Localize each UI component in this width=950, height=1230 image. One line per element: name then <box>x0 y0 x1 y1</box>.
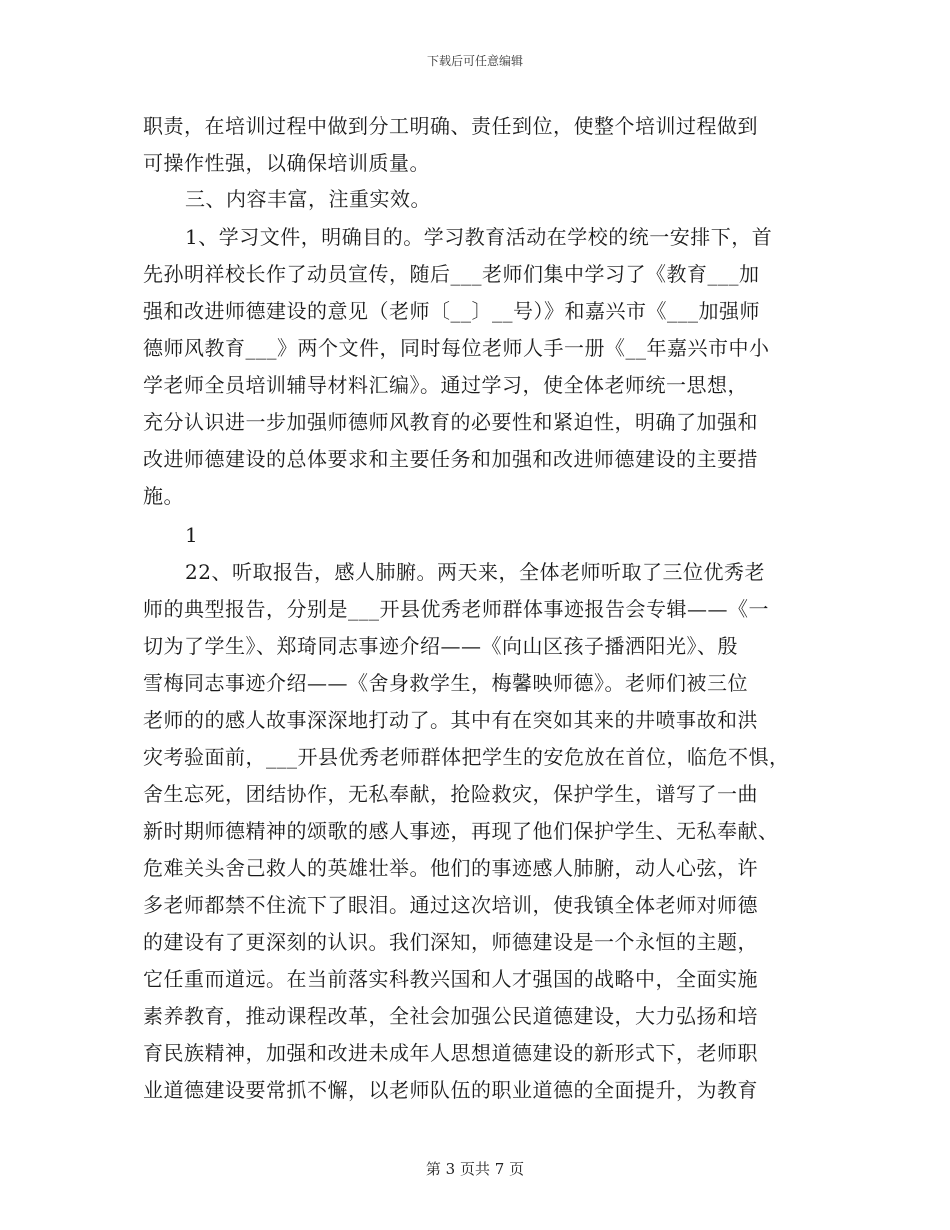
text-line: 22、听取报告，感人肺腑。两天来，全体老师听取了三位优秀老 <box>185 560 765 584</box>
text-line: 师的典型报告，分别是___开县优秀老师群体事迹报告会专辑——《一 <box>143 597 769 621</box>
text-line: 1 <box>185 523 199 547</box>
text-line: 的建设有了更深刻的认识。我们深知，师德建设是一个永恒的主题， <box>143 930 758 954</box>
text-line: 素养教育，推动课程改革，全社会加强公民道德建设，大力弘扬和培 <box>143 1004 758 1028</box>
text-line: 可操作性强，以确保培训质量。 <box>143 151 430 175</box>
text-line: 1、学习文件，明确目的。学习教育活动在学校的统一安排下，首 <box>185 225 773 249</box>
text-line: 学老师全员培训辅导材料汇编》。通过学习，使全体老师统一思想， <box>143 373 748 397</box>
text-line: 新时期师德精神的颂歌的感人事迹，再现了他们保护学生、无私奉献、 <box>143 819 779 843</box>
text-line: 灾考验面前，___开县优秀老师群体把学生的安危放在首位，临危不惧， <box>143 745 790 769</box>
text-line: 业道德建设要常抓不懈，以老师队伍的职业道德的全面提升，为教育 <box>143 1078 758 1102</box>
section-heading: 三、内容丰富，注重实效。 <box>185 187 431 211</box>
page-header: 下载后可任意编辑 <box>426 54 523 68</box>
text-line: 雪梅同志事迹介绍——《舍身救学生，梅馨映师德》。老师们被三位 <box>143 671 748 695</box>
text-line: 充分认识进一步加强师德师风教育的必要性和紧迫性，明确了加强和 <box>143 410 758 434</box>
text-line: 切为了学生》、郑琦同志事迹介绍——《向山区孩子播洒阳光》、殷 <box>143 634 738 658</box>
text-line: 多老师都禁不住流下了眼泪。通过这次培训，使我镇全体老师对师德 <box>143 893 758 917</box>
text-line: 危难关头舍己救人的英雄壮举。他们的事迹感人肺腑，动人心弦，许 <box>143 856 758 880</box>
page-footer: 第 3 页共 7 页 <box>425 1160 525 1178</box>
text-line: 它任重而道远。在当前落实科教兴国和人才强国的战略中，全面实施 <box>143 967 758 991</box>
text-line: 德师风教育___》两个文件，同时每位老师人手一册《__年嘉兴市中小 <box>143 336 770 360</box>
text-line: 强和改进师德建设的意见（老师〔__〕__号）》和嘉兴市《___加强师 <box>143 299 760 323</box>
text-line: 先孙明祥校长作了动员宣传，随后___老师们集中学习了《教育___加 <box>143 262 760 286</box>
text-line: 施。 <box>143 484 184 508</box>
text-line: 职责，在培训过程中做到分工明确、责任到位，使整个培训过程做到 <box>143 114 758 138</box>
text-line: 改进师德建设的总体要求和主要任务和加强和改进师德建设的主要措 <box>143 447 758 471</box>
text-line: 老师的的感人故事深深地打动了。其中有在突如其来的井喷事故和洪 <box>143 708 758 732</box>
text-line: 育民族精神，加强和改进未成年人思想道德建设的新形式下，老师职 <box>143 1041 758 1065</box>
text-line: 舍生忘死，团结协作，无私奉献，抢险救灾，保护学生，谱写了一曲 <box>143 782 758 806</box>
